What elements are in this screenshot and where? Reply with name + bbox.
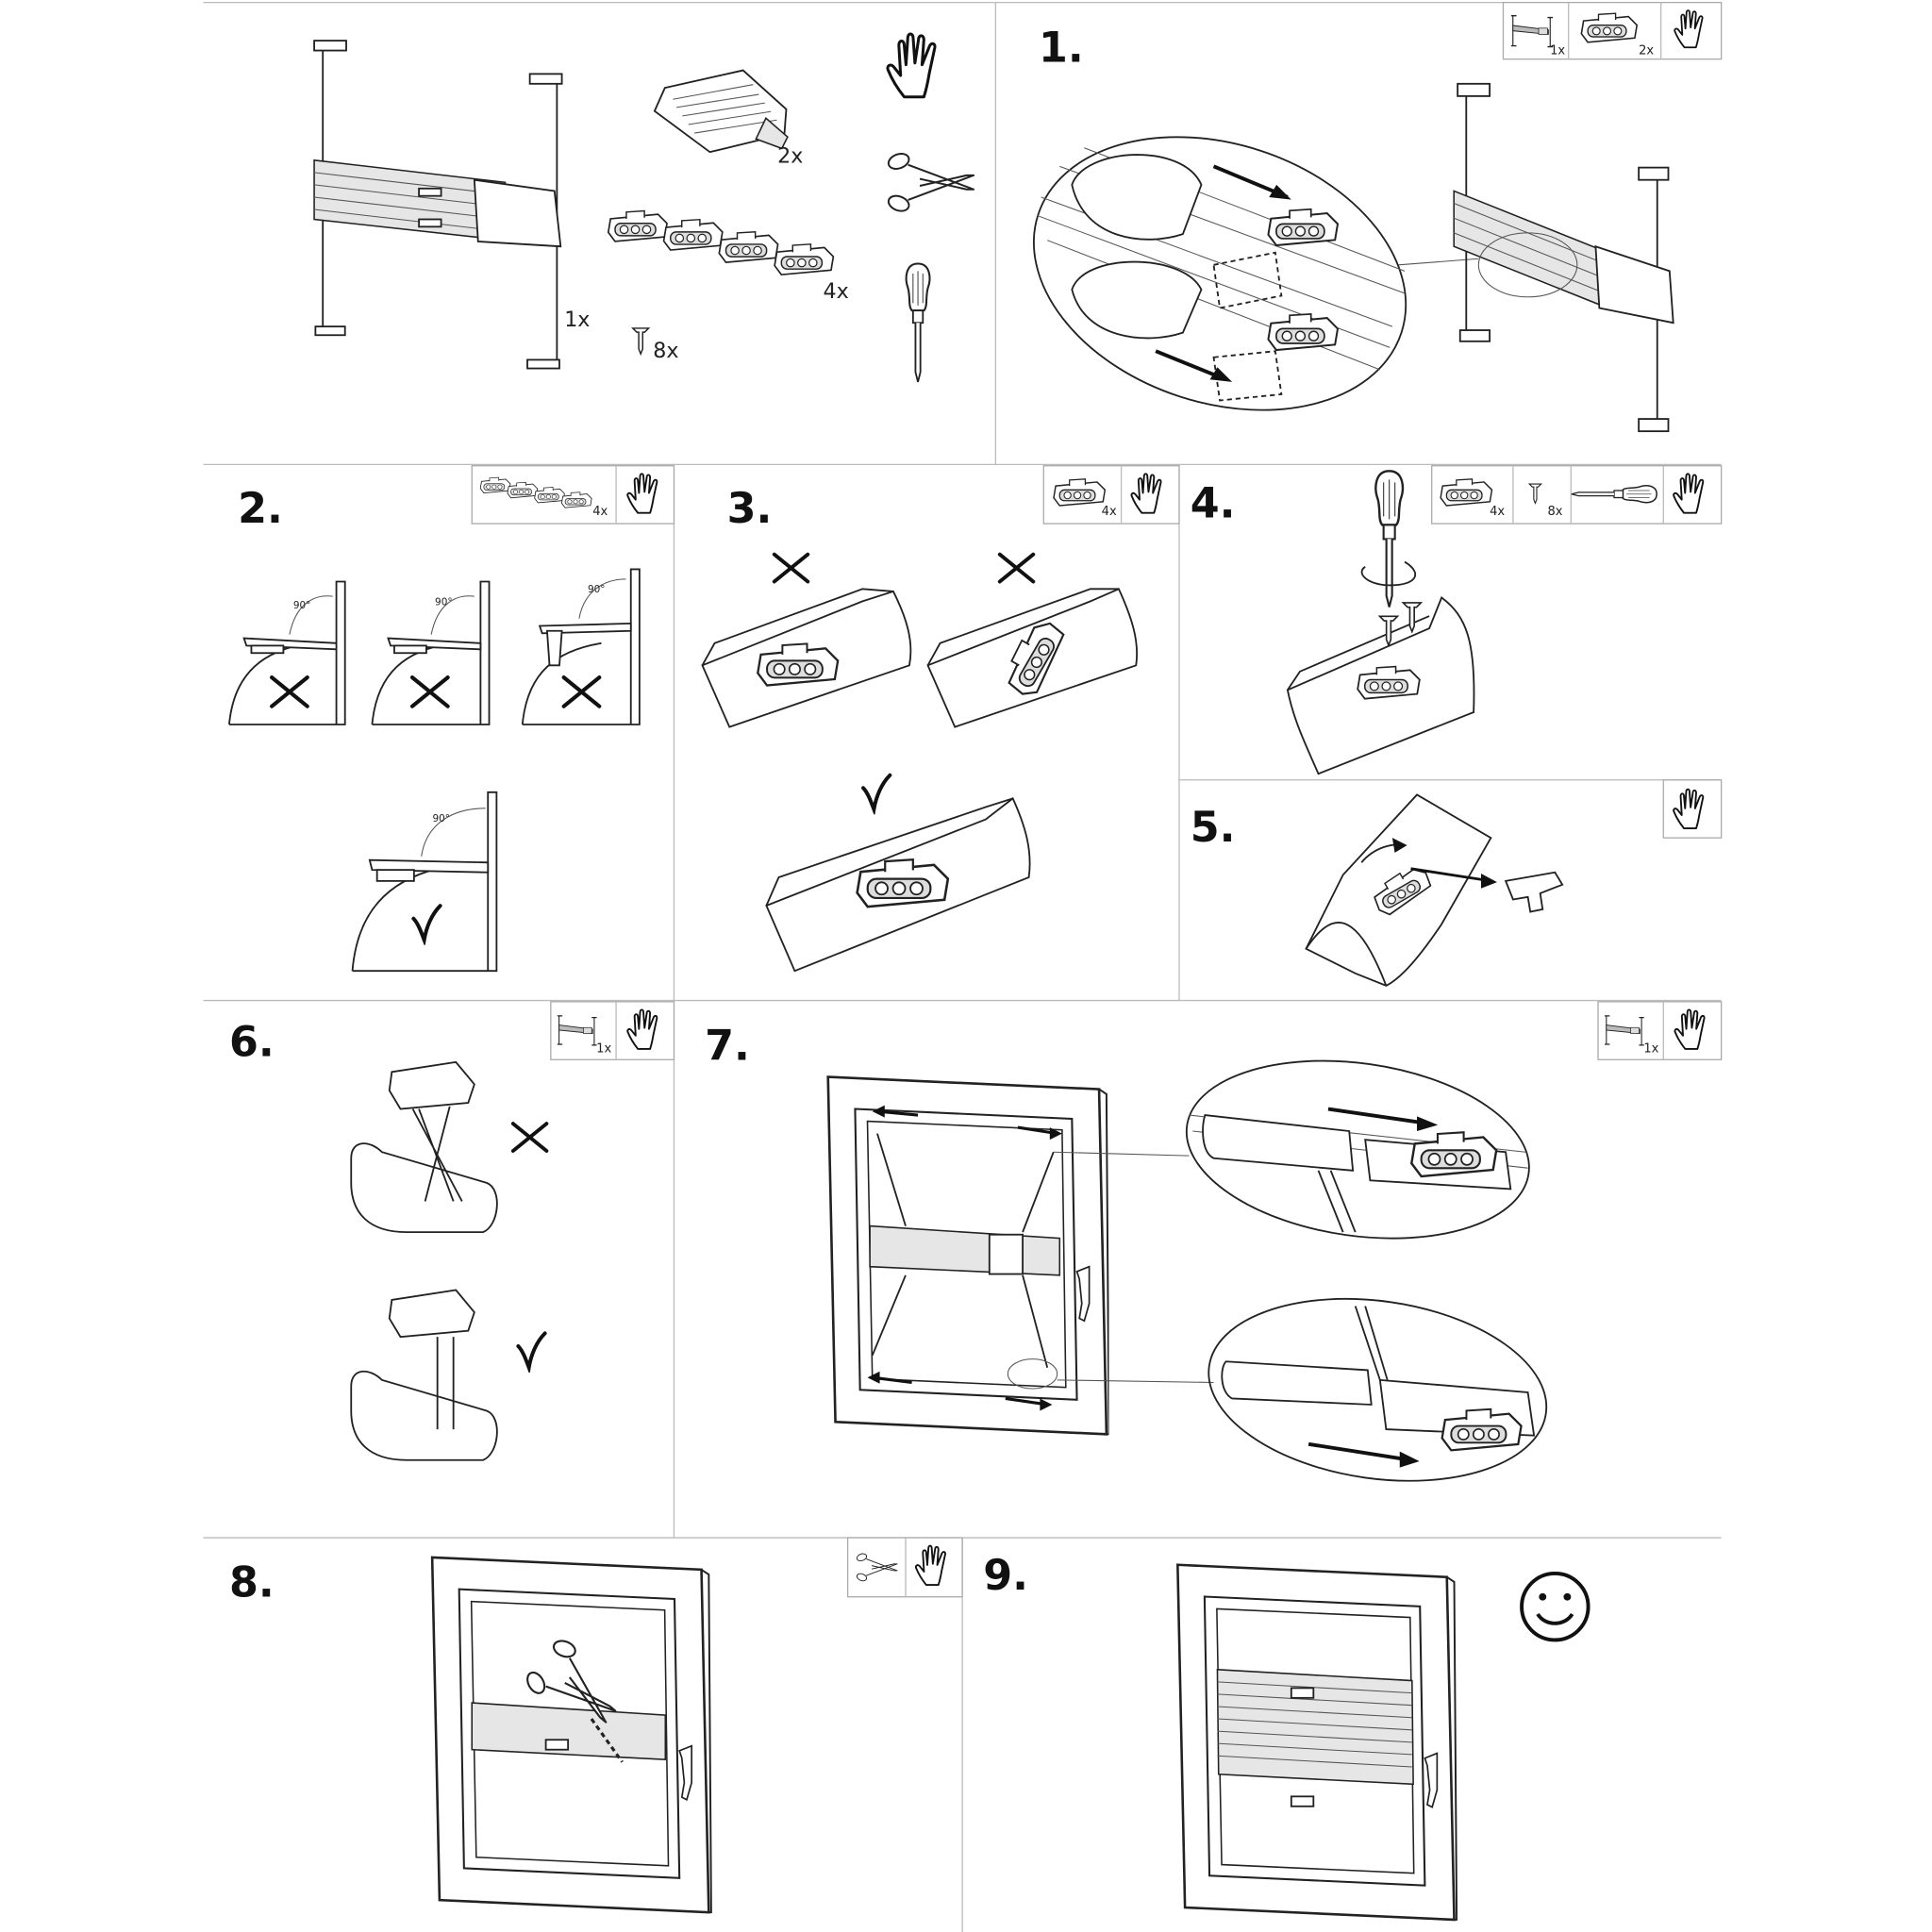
angle-label: 90°: [435, 596, 453, 608]
step-number: 1.: [1039, 24, 1084, 73]
step-number: 6.: [228, 1018, 275, 1067]
step-number: 4.: [1190, 479, 1236, 528]
clip-quantity: 2x: [777, 143, 804, 169]
step-number: 7.: [705, 1022, 750, 1071]
step-number: 8.: [228, 1558, 275, 1607]
tab-removal-illustration: [1306, 794, 1562, 985]
step-icon-box: [1598, 1002, 1722, 1059]
step-icon-box: [1663, 780, 1721, 838]
step-5-panel: [1191, 780, 1722, 986]
step-icon-box: [1503, 3, 1721, 59]
bracket-set-illustration: [608, 211, 834, 275]
angle-diagram-wrong-3: [523, 569, 640, 724]
detail-magnifier: [998, 92, 1478, 456]
detail-magnifier-top: [1175, 1041, 1541, 1259]
angle-label: 90°: [588, 584, 606, 596]
smiley-icon: [1522, 1574, 1589, 1641]
block-wrong-2: [928, 555, 1138, 727]
wrong-mark: [564, 677, 600, 707]
icon-quantity: 8x: [1547, 504, 1563, 519]
step-icon-box: [1432, 466, 1722, 524]
step-icon-box: [848, 1538, 962, 1597]
bracket-quantity: 4x: [823, 279, 849, 305]
screwdriver-icon: [1375, 471, 1403, 607]
angle-label: 90°: [292, 600, 311, 612]
icon-quantity: 4x: [1490, 504, 1506, 519]
window-cut-illustration: [432, 1557, 711, 1912]
screw-icon: [633, 328, 649, 354]
panel-dividers: [204, 3, 1722, 1932]
hand-icon: [888, 34, 935, 97]
icon-quantity: 4x: [592, 504, 608, 519]
icon-quantity: 1x: [1643, 1041, 1659, 1057]
icon-quantity: 1x: [1550, 43, 1566, 58]
correct-mark: [518, 1333, 544, 1367]
wrong-mark: [412, 677, 448, 707]
step-number: 9.: [983, 1551, 1029, 1600]
step-3-panel: [702, 466, 1178, 972]
wrong-mark: [774, 555, 808, 582]
parts-panel: [314, 34, 974, 382]
block-correct: [766, 775, 1029, 971]
window-tension-illustration: [828, 1077, 1214, 1435]
step-2-panel: [229, 466, 675, 972]
blind-rail-illustration: [1454, 84, 1673, 431]
wrong-mark: [272, 677, 308, 707]
step-8-panel: [229, 1538, 962, 1912]
clip-illustration: [649, 57, 797, 165]
icon-quantity: 4x: [1101, 504, 1117, 519]
step-number: 5.: [1190, 804, 1236, 853]
angle-diagram-wrong-2: [372, 581, 489, 724]
cord-straight-correct: [351, 1291, 544, 1460]
wrong-mark: [513, 1124, 547, 1151]
cord-crossed-wrong: [351, 1062, 546, 1232]
step-1-panel: [998, 3, 1722, 456]
step-7-panel: [705, 1002, 1722, 1502]
step-icon-box: [472, 466, 674, 524]
step-number: 3.: [726, 484, 773, 533]
window-finished-illustration: [1177, 1565, 1457, 1920]
step-number: 2.: [238, 484, 283, 533]
icon-quantity: 1x: [596, 1041, 612, 1057]
scissors-icon: [887, 151, 974, 213]
screw-quantity: 8x: [653, 338, 679, 363]
step-6-panel: [229, 1002, 675, 1460]
step-4-panel: [1191, 466, 1722, 774]
step-9-panel: [983, 1552, 1588, 1920]
step-icon-box: [1043, 466, 1179, 524]
angle-diagram-correct: [353, 792, 497, 971]
rail-quantity: 1x: [564, 308, 591, 333]
icon-quantity: 2x: [1639, 43, 1655, 58]
angle-label: 90°: [432, 813, 450, 825]
blind-rail-illustration: [314, 41, 562, 368]
detail-magnifier-bottom: [1197, 1278, 1558, 1501]
correct-mark: [863, 775, 890, 809]
step-icon-box: [551, 1002, 675, 1059]
correct-mark: [413, 906, 440, 940]
angle-diagram-wrong-1: [229, 581, 345, 724]
block-wrong-1: [702, 555, 910, 727]
screwdriver-icon: [907, 264, 930, 382]
wrong-mark: [1000, 555, 1034, 582]
